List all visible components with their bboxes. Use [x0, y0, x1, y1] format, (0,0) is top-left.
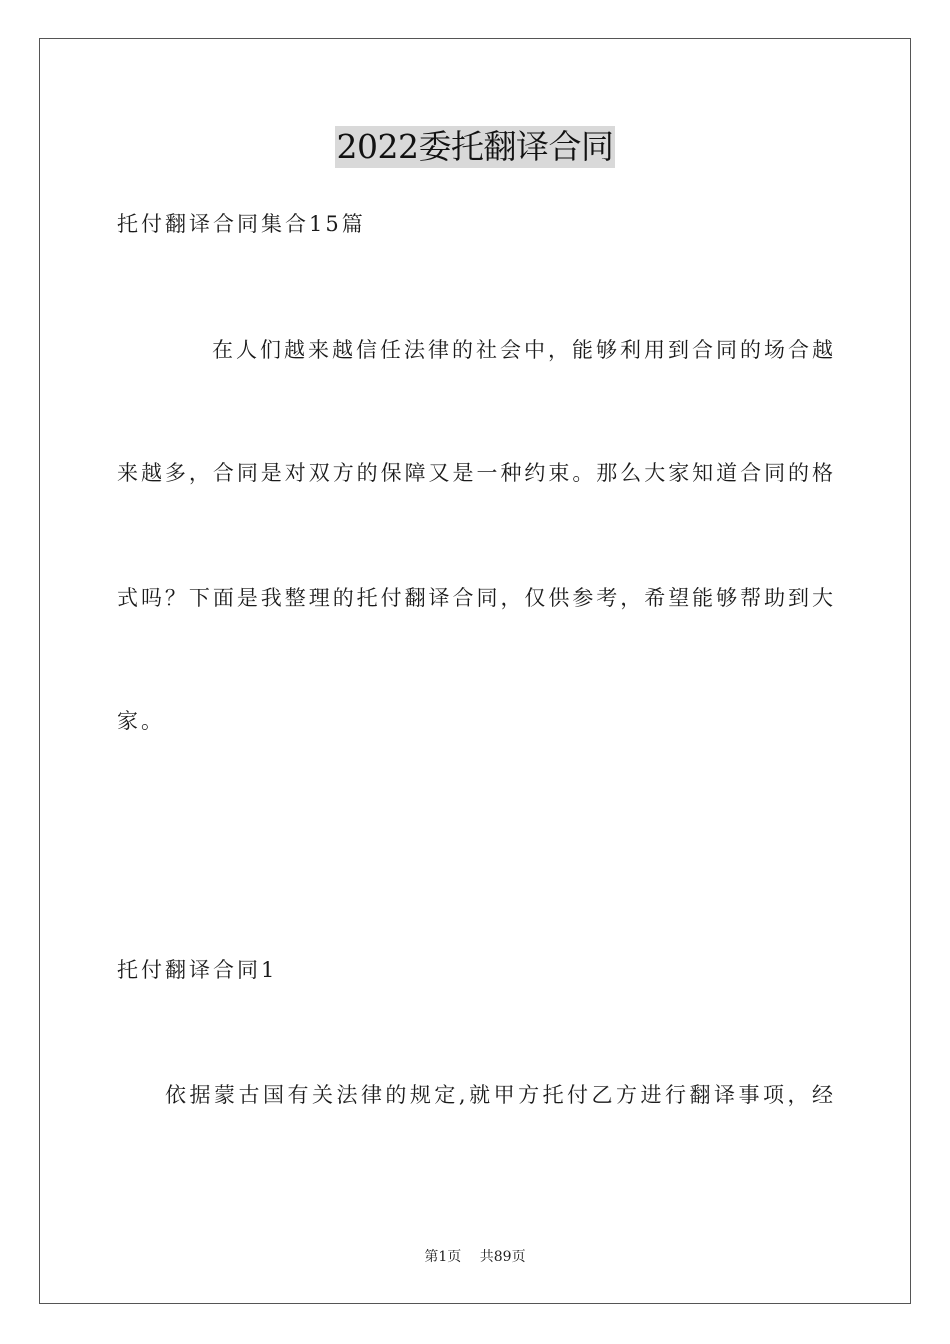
intro-paragraph-line-4: 家。 [117, 709, 165, 733]
document-title: 2022委托翻译合同 [336, 127, 614, 166]
section-paragraph-line-1: 依据蒙古国有关法律的规定,就甲方托付乙方进行翻译事项，经 [165, 1083, 833, 1107]
page-total: 共89页 [479, 1249, 526, 1265]
page-footer [0, 1247, 950, 1267]
document-subtitle: 托付翻译合同集合15篇 [117, 212, 366, 236]
intro-paragraph-line-1: 在人们越来越信任法律的社会中，能够利用到合同的场合越 [212, 338, 833, 362]
intro-paragraph-line-3: 式吗？下面是我整理的托付翻译合同，仅供参考，希望能够帮助到大 [117, 586, 833, 610]
intro-paragraph-line-2: 来越多，合同是对双方的保障又是一种约束。那么大家知道合同的格 [117, 461, 833, 485]
title-container [0, 126, 950, 168]
section-heading: 托付翻译合同1 [117, 958, 278, 982]
page-number: 第1页 [424, 1249, 462, 1265]
